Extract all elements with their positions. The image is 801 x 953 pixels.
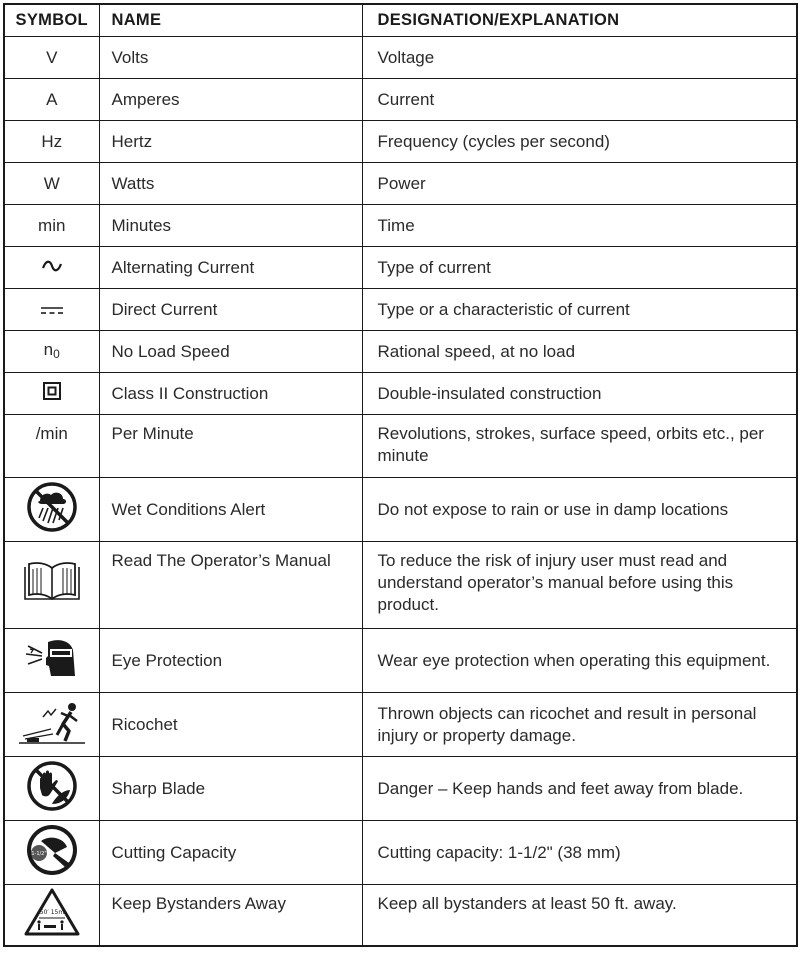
desc-cell: Voltage [362,37,797,79]
name-cell: Amperes [99,79,362,121]
name-cell: Minutes [99,205,362,247]
name-cell: No Load Speed [99,331,362,373]
symbol-text: A [46,89,58,109]
symbol-cell [4,205,99,247]
header-designation: DESIGNATION/EXPLANATION [362,4,797,37]
symbol-cell [4,629,99,693]
table-row [4,415,797,478]
symbol-cell [4,163,99,205]
name-cell: Volts [99,37,362,79]
symbol-cell [4,373,99,415]
name-cell: Hertz [99,121,362,163]
desc-cell: Do not expose to rain or use in damp locations [362,478,797,542]
keep-bystanders-icon-text: 50′ 15m [39,908,64,916]
symbol-text [44,340,60,359]
sharp-blade-icon [26,760,78,812]
table-row [4,885,797,946]
symbol-cell [4,478,99,542]
desc-cell: Frequency (cycles per second) [362,121,797,163]
desc-cell: Danger – Keep hands and feet away from blade. [362,757,797,821]
table-row [4,163,797,205]
class-ii-construction-icon [43,382,61,400]
table-row [4,373,797,415]
alternating-current-icon [41,259,63,273]
symbol-text: V [46,47,58,67]
symbol-cell [4,693,99,757]
header-symbol: SYMBOL [4,4,99,37]
table-row [4,205,797,247]
table-row [4,542,797,629]
table-row [4,37,797,79]
desc-cell: Time [362,205,797,247]
eye-protection-icon [24,636,80,680]
symbol-cell [4,757,99,821]
table-row [4,821,797,885]
name-cell: Alternating Current [99,247,362,289]
wet-conditions-alert-icon [26,481,78,533]
name-cell: Ricochet [99,693,362,757]
desc-cell: Double-insulated construction [362,373,797,415]
desc-cell: Current [362,79,797,121]
table-row [4,121,797,163]
cutting-capacity-icon-text: 1-1/2" [31,850,47,857]
name-cell: Per Minute [99,415,362,478]
desc-cell: Wear eye protection when operating this equipment. [362,629,797,693]
symbol-text: min [38,215,66,235]
direct-current-icon [40,305,64,315]
ricochet-icon [17,699,87,745]
symbol-cell [4,821,99,885]
desc-cell: Rational speed, at no load [362,331,797,373]
desc-cell: Type or a characteristic of current [362,289,797,331]
name-cell: Wet Conditions Alert [99,478,362,542]
desc-cell: Revolutions, strokes, surface speed, orbits etc., per minute [362,415,797,478]
symbol-text: Hz [41,131,63,151]
table-row [4,693,797,757]
name-cell: Watts [99,163,362,205]
symbols-table [3,3,798,947]
keep-bystanders-away-icon [24,887,80,937]
symbol-cell [4,79,99,121]
symbol-cell [4,885,99,946]
desc-cell: Thrown objects can ricochet and result in personal injury or property damage. [362,693,797,757]
desc-cell: Power [362,163,797,205]
table-row [4,629,797,693]
symbol-subscript: 0 [53,346,60,361]
header-name: NAME [99,4,362,37]
desc-cell: Type of current [362,247,797,289]
symbol-cell [4,37,99,79]
cutting-capacity-icon [25,823,79,877]
table-row [4,79,797,121]
table-row [4,331,797,373]
name-cell: Read The Operator’s Manual [99,542,362,629]
symbol-cell [4,121,99,163]
symbol-cell [4,415,99,478]
name-cell: Direct Current [99,289,362,331]
table-row [4,289,797,331]
name-cell: Class II Construction [99,373,362,415]
name-cell: Cutting Capacity [99,821,362,885]
desc-cell: To reduce the risk of injury user must read and understand operator’s manual before using this product. [362,542,797,629]
symbol-cell [4,289,99,331]
symbol-base: n [43,339,54,359]
symbol-cell [4,247,99,289]
desc-cell: Cutting capacity: 1-1/2" (38 mm) [362,821,797,885]
symbol-text: W [43,173,60,193]
table-row [4,247,797,289]
header-row [4,4,797,37]
table-row [4,478,797,542]
table-row [4,757,797,821]
name-cell: Keep Bystanders Away [99,885,362,946]
symbol-cell [4,542,99,629]
symbol-cell [4,331,99,373]
desc-cell: Keep all bystanders at least 50 ft. away. [362,885,797,946]
name-cell: Sharp Blade [99,757,362,821]
read-manual-icon [21,559,83,605]
symbol-text: /min [35,424,68,443]
name-cell: Eye Protection [99,629,362,693]
